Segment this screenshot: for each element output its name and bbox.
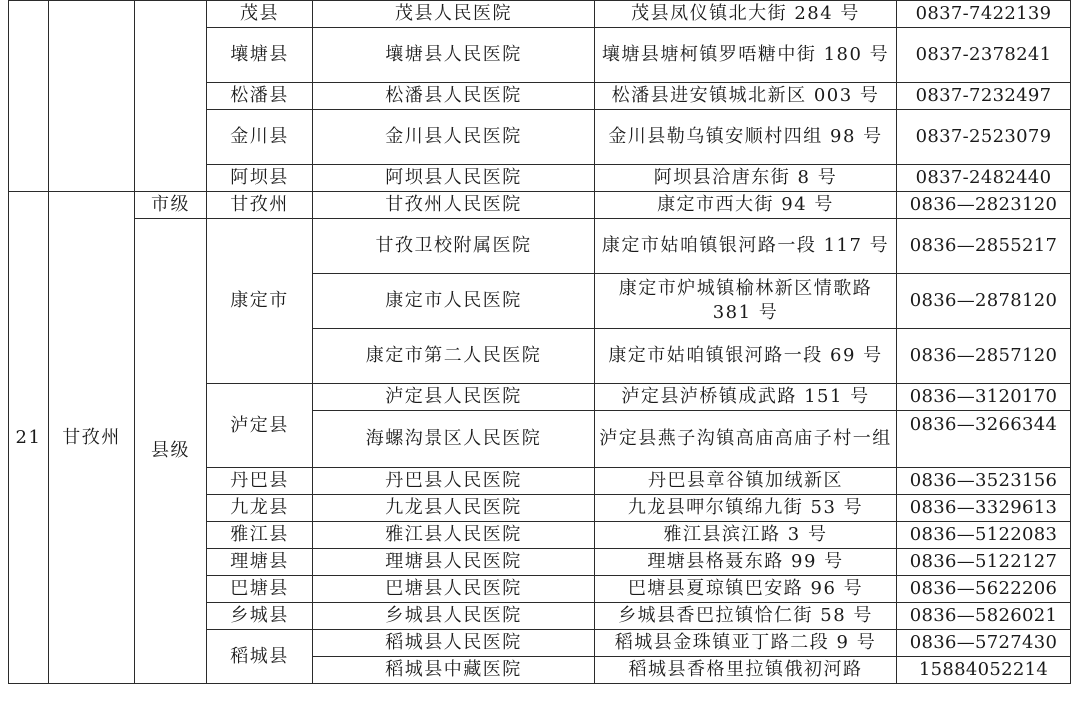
phone-cell: 0836—5122083 [897, 522, 1071, 549]
phone-cell: 0836—3120170 [897, 384, 1071, 411]
address-cell: 康定市西大街 94 号 [595, 192, 897, 219]
phone-cell: 0836—2878120 [897, 274, 1071, 329]
county-cell-daocheng: 稻城县 [207, 630, 313, 684]
county-cell: 茂县 [207, 1, 313, 28]
phone-cell: 15884052214 [897, 657, 1071, 684]
county-cell: 阿坝县 [207, 165, 313, 192]
hospital-cell: 理塘县人民医院 [313, 549, 595, 576]
address-cell: 九龙县呷尔镇绵九街 53 号 [595, 495, 897, 522]
phone-cell: 0836—3523156 [897, 468, 1071, 495]
address-cell: 金川县勒乌镇安顺村四组 98 号 [595, 110, 897, 165]
hospital-cell: 甘孜州人民医院 [313, 192, 595, 219]
hospital-cell: 阿坝县人民医院 [313, 165, 595, 192]
phone-cell: 0836—3266344 [897, 411, 1071, 468]
hospital-cell: 丹巴县人民医院 [313, 468, 595, 495]
phone-cell: 0836—2823120 [897, 192, 1071, 219]
level-county: 县级 [135, 219, 207, 684]
address-cell: 理塘县格聂东路 99 号 [595, 549, 897, 576]
hospital-cell: 九龙县人民医院 [313, 495, 595, 522]
address-cell: 壤塘县塘柯镇罗唔糖中街 180 号 [595, 28, 897, 83]
phone-cell: 0837-7232497 [897, 83, 1071, 110]
phone-cell: 0836—2855217 [897, 219, 1071, 274]
area-cell: 甘孜州 [207, 192, 313, 219]
county-cell: 巴塘县 [207, 576, 313, 603]
county-cell-kangding: 康定市 [207, 219, 313, 384]
county-cell: 丹巴县 [207, 468, 313, 495]
phone-cell: 0836—2857120 [897, 329, 1071, 384]
phone-cell: 0837-2523079 [897, 110, 1071, 165]
hospital-cell: 稻城县人民医院 [313, 630, 595, 657]
county-cell-luding: 泸定县 [207, 384, 313, 468]
address-cell: 乡城县香巴拉镇恰仁街 58 号 [595, 603, 897, 630]
hospital-cell: 乡城县人民医院 [313, 603, 595, 630]
county-cell: 九龙县 [207, 495, 313, 522]
address-cell: 泸定县燕子沟镇高庙高庙子村一组 [595, 411, 897, 468]
address-cell: 泸定县泸桥镇成武路 151 号 [595, 384, 897, 411]
hospital-cell: 海螺沟景区人民医院 [313, 411, 595, 468]
address-cell: 康定市姑咱镇银河路一段 117 号 [595, 219, 897, 274]
phone-cell: 0837-2378241 [897, 28, 1071, 83]
hospital-cell: 金川县人民医院 [313, 110, 595, 165]
county-cell: 理塘县 [207, 549, 313, 576]
phone-cell: 0836—5122127 [897, 549, 1071, 576]
table-row [9, 1, 1071, 28]
address-cell: 稻城县香格里拉镇俄初河路 [595, 657, 897, 684]
address-cell: 茂县凤仪镇北大街 284 号 [595, 1, 897, 28]
county-cell: 金川县 [207, 110, 313, 165]
hospital-cell: 甘孜卫校附属医院 [313, 219, 595, 274]
prev-prefecture-cell [49, 1, 135, 192]
hospital-cell: 巴塘县人民医院 [313, 576, 595, 603]
prefecture-name: 甘孜州 [49, 192, 135, 684]
address-cell: 康定市炉城镇榆林新区情歌路 381 号 [595, 274, 897, 329]
county-cell: 乡城县 [207, 603, 313, 630]
phone-cell: 0836—5826021 [897, 603, 1071, 630]
address-cell: 丹巴县章谷镇加绒新区 [595, 468, 897, 495]
row-number: 21 [9, 192, 49, 684]
level-city: 市级 [135, 192, 207, 219]
phone-cell: 0836—3329613 [897, 495, 1071, 522]
county-cell: 松潘县 [207, 83, 313, 110]
hospital-cell: 茂县人民医院 [313, 1, 595, 28]
address-cell: 松潘县进安镇城北新区 003 号 [595, 83, 897, 110]
hospital-cell: 康定市第二人民医院 [313, 329, 595, 384]
hospital-cell: 雅江县人民医院 [313, 522, 595, 549]
address-cell: 巴塘县夏琼镇巴安路 96 号 [595, 576, 897, 603]
phone-cell: 0836—5622206 [897, 576, 1071, 603]
hospital-cell: 康定市人民医院 [313, 274, 595, 329]
table-row [9, 192, 1071, 219]
table-row [9, 219, 1071, 274]
phone-cell: 0836—5727430 [897, 630, 1071, 657]
prev-level-cell [135, 1, 207, 192]
prev-number-cell [9, 1, 49, 192]
county-cell: 雅江县 [207, 522, 313, 549]
hospital-cell: 壤塘县人民医院 [313, 28, 595, 83]
address-cell: 稻城县金珠镇亚丁路二段 9 号 [595, 630, 897, 657]
phone-cell: 0837-7422139 [897, 1, 1071, 28]
county-cell: 壤塘县 [207, 28, 313, 83]
hospital-cell: 稻城县中藏医院 [313, 657, 595, 684]
hospital-table [8, 0, 1071, 684]
phone-cell: 0837-2482440 [897, 165, 1071, 192]
address-cell: 康定市姑咱镇银河路一段 69 号 [595, 329, 897, 384]
address-cell: 雅江县滨江路 3 号 [595, 522, 897, 549]
hospital-cell: 泸定县人民医院 [313, 384, 595, 411]
hospital-cell: 松潘县人民医院 [313, 83, 595, 110]
address-cell: 阿坝县洽唐东街 8 号 [595, 165, 897, 192]
